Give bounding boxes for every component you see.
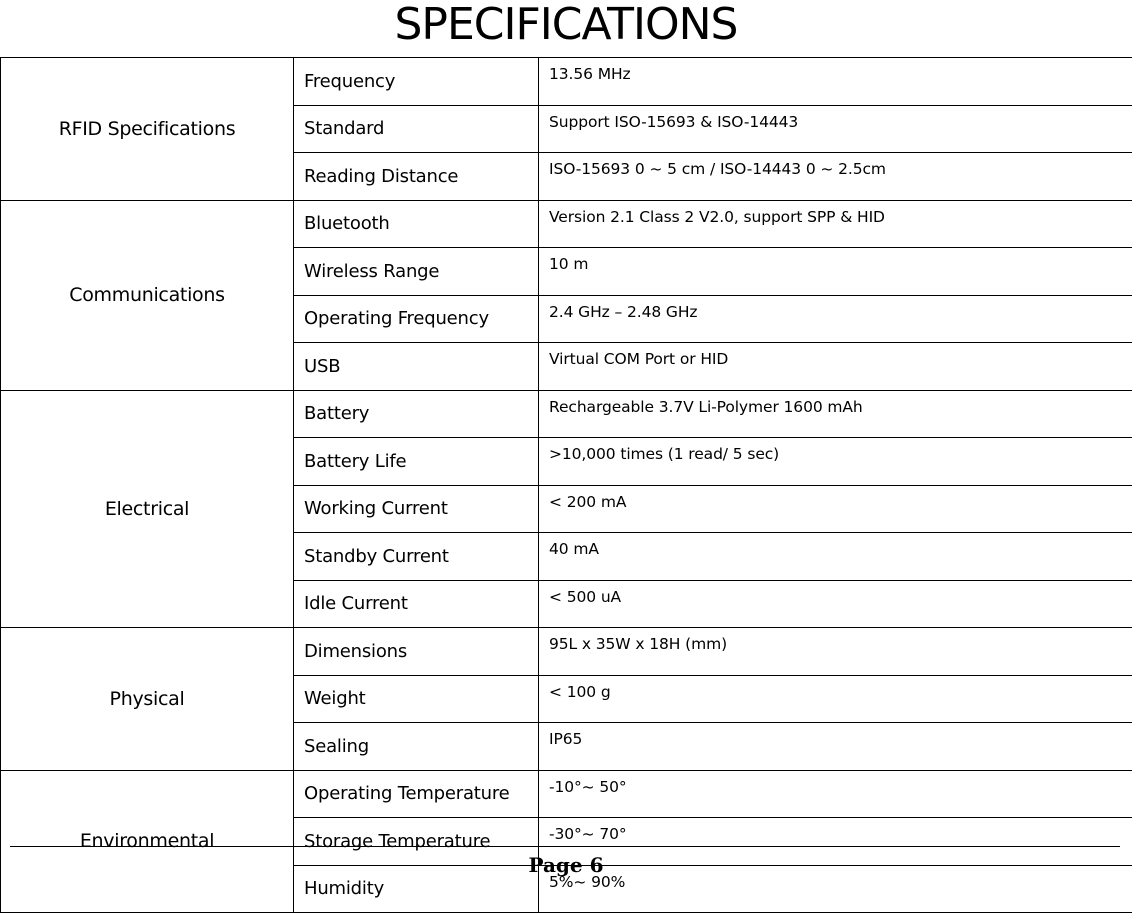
property-value: 2.4 GHz – 2.48 GHz <box>539 295 1132 343</box>
property-label: Standby Current <box>294 533 539 581</box>
property-value: Support ISO-15693 & ISO-14443 <box>539 105 1132 153</box>
category-electrical: Electrical <box>1 390 294 628</box>
property-label: Bluetooth <box>294 200 539 248</box>
property-label: Storage Temperature <box>294 818 539 866</box>
property-label: Operating Frequency <box>294 295 539 343</box>
property-label: Operating Temperature <box>294 770 539 818</box>
property-value: ISO-15693 0 ~ 5 cm / ISO-14443 0 ~ 2.5cm <box>539 153 1132 201</box>
property-value: 40 mA <box>539 533 1132 581</box>
category-communications: Communications <box>1 200 294 390</box>
category-physical: Physical <box>1 628 294 771</box>
footer-divider <box>10 846 1120 847</box>
category-rfid-specifications: RFID Specifications <box>1 58 294 201</box>
table-row <box>1 628 1132 676</box>
property-value: >10,000 times (1 read/ 5 sec) <box>539 438 1132 486</box>
category-environmental: Environmental <box>1 770 294 913</box>
property-value: < 500 uA <box>539 580 1132 628</box>
table-row <box>1 390 1132 438</box>
property-value: 10 m <box>539 248 1132 296</box>
property-value: 95L x 35W x 18H (mm) <box>539 628 1132 676</box>
specifications-table <box>0 57 1132 913</box>
page-number: Page 6 <box>0 853 1132 877</box>
property-value: -10°~ 50° <box>539 770 1132 818</box>
property-label: Battery Life <box>294 438 539 486</box>
property-value: Virtual COM Port or HID <box>539 343 1132 391</box>
page-title: SPECIFICATIONS <box>0 0 1132 56</box>
property-label: Battery <box>294 390 539 438</box>
property-value: 5%~ 90% <box>539 865 1132 913</box>
table-row <box>1 58 1132 106</box>
table-row <box>1 200 1132 248</box>
table-row <box>1 770 1132 818</box>
property-label: Frequency <box>294 58 539 106</box>
property-label: Wireless Range <box>294 248 539 296</box>
property-value: Version 2.1 Class 2 V2.0, support SPP & HID <box>539 200 1132 248</box>
property-label: Reading Distance <box>294 153 539 201</box>
property-label: Humidity <box>294 865 539 913</box>
property-label: Working Current <box>294 485 539 533</box>
property-label: Standard <box>294 105 539 153</box>
property-value: Rechargeable 3.7V Li-Polymer 1600 mAh <box>539 390 1132 438</box>
property-label: Weight <box>294 675 539 723</box>
property-label: USB <box>294 343 539 391</box>
property-label: Sealing <box>294 723 539 771</box>
property-value: 13.56 MHz <box>539 58 1132 106</box>
property-value: < 100 g <box>539 675 1132 723</box>
property-label: Idle Current <box>294 580 539 628</box>
property-value: -30°~ 70° <box>539 818 1132 866</box>
property-label: Dimensions <box>294 628 539 676</box>
property-value: IP65 <box>539 723 1132 771</box>
property-value: < 200 mA <box>539 485 1132 533</box>
